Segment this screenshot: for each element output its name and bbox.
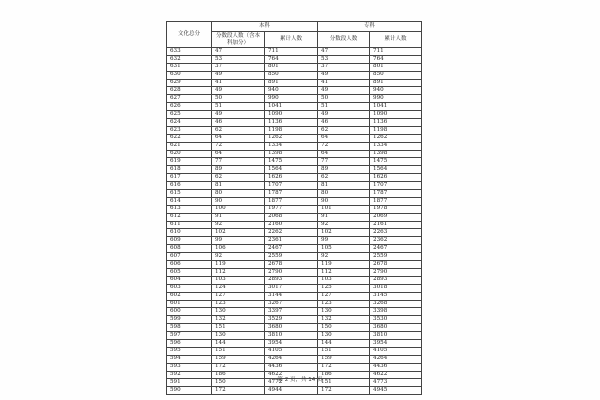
table-cell: 603 xyxy=(167,284,212,292)
table-row xyxy=(167,213,422,221)
table-cell: 124 xyxy=(212,284,265,292)
table-cell: 4622 xyxy=(370,371,422,379)
table-cell: 2467 xyxy=(370,245,422,253)
table-cell: 99 xyxy=(318,237,370,245)
table-cell: 90 xyxy=(318,197,370,205)
table-row xyxy=(167,158,422,166)
table-cell: 150 xyxy=(318,324,370,332)
table-cell: 609 xyxy=(167,237,212,245)
table-cell: 102 xyxy=(318,229,370,237)
table-cell: 1787 xyxy=(265,190,318,198)
table-cell: 159 xyxy=(212,355,265,363)
table-cell: 619 xyxy=(167,158,212,166)
table-cell: 599 xyxy=(167,316,212,324)
table-cell: 891 xyxy=(265,79,318,87)
table-cell: 622 xyxy=(167,134,212,142)
table-cell: 2262 xyxy=(265,229,318,237)
table-cell: 602 xyxy=(167,292,212,300)
table-cell: 92 xyxy=(212,221,265,229)
table-cell: 3144 xyxy=(265,292,318,300)
table-cell: 80 xyxy=(212,190,265,198)
table-cell: 621 xyxy=(167,142,212,150)
table-cell: 711 xyxy=(370,48,422,56)
table-cell: 80 xyxy=(318,190,370,198)
table-cell: 3810 xyxy=(370,332,422,340)
table-cell: 3530 xyxy=(370,316,422,324)
table-cell: 630 xyxy=(167,71,212,79)
table-cell: 2362 xyxy=(370,237,422,245)
table-cell: 37 xyxy=(212,63,265,71)
table-cell: 41 xyxy=(212,79,265,87)
header-zhuanke-count: 分数段人数 xyxy=(318,32,370,48)
table-cell: 72 xyxy=(212,142,265,150)
table-cell: 4105 xyxy=(265,347,318,355)
table-cell: 62 xyxy=(318,174,370,182)
table-row xyxy=(167,63,422,71)
table-row xyxy=(167,79,422,87)
table-cell: 112 xyxy=(318,268,370,276)
table-row xyxy=(167,197,422,205)
table-cell: 1136 xyxy=(370,119,422,127)
table-cell: 49 xyxy=(212,111,265,119)
table-row xyxy=(167,276,422,284)
table-cell: 64 xyxy=(318,134,370,142)
table-cell: 891 xyxy=(370,79,422,87)
table-cell: 102 xyxy=(212,229,265,237)
table-row xyxy=(167,245,422,253)
table-row xyxy=(167,332,422,340)
table-cell: 3017 xyxy=(265,284,318,292)
table-cell: 590 xyxy=(167,387,212,395)
table-cell: 132 xyxy=(212,316,265,324)
table-cell: 592 xyxy=(167,371,212,379)
table-cell: 627 xyxy=(167,95,212,103)
table-cell: 940 xyxy=(265,87,318,95)
table-cell: 601 xyxy=(167,300,212,308)
table-cell: 1787 xyxy=(370,190,422,198)
table-row xyxy=(167,221,422,229)
table-cell: 1707 xyxy=(370,182,422,190)
table-cell: 186 xyxy=(318,371,370,379)
table-row xyxy=(167,150,422,158)
table-cell: 144 xyxy=(318,339,370,347)
table-cell: 608 xyxy=(167,245,212,253)
table-cell: 81 xyxy=(318,182,370,190)
table-cell: 3268 xyxy=(370,300,422,308)
table-cell: 151 xyxy=(318,347,370,355)
table-cell: 1041 xyxy=(370,103,422,111)
header-group-zhuanke: 专科 xyxy=(318,22,422,32)
table-cell: 606 xyxy=(167,261,212,269)
table-cell: 53 xyxy=(212,55,265,63)
table-cell: 91 xyxy=(318,213,370,221)
table-cell: 990 xyxy=(265,95,318,103)
table-cell: 150 xyxy=(212,379,265,387)
table-cell: 127 xyxy=(318,292,370,300)
table-cell: 72 xyxy=(318,142,370,150)
table-cell: 127 xyxy=(212,292,265,300)
table-cell: 801 xyxy=(370,63,422,71)
table-row xyxy=(167,229,422,237)
table-cell: 49 xyxy=(318,111,370,119)
table-cell: 632 xyxy=(167,55,212,63)
table-cell: 626 xyxy=(167,103,212,111)
table-cell: 1626 xyxy=(265,174,318,182)
table-cell: 850 xyxy=(265,71,318,79)
table-cell: 130 xyxy=(318,308,370,316)
table-cell: 1877 xyxy=(370,197,422,205)
table-cell: 711 xyxy=(265,48,318,56)
table-cell: 1475 xyxy=(265,158,318,166)
table-cell: 50 xyxy=(212,95,265,103)
table-cell: 77 xyxy=(318,158,370,166)
table-cell: 81 xyxy=(212,182,265,190)
table-cell: 1398 xyxy=(370,150,422,158)
table-cell: 186 xyxy=(212,371,265,379)
table-row xyxy=(167,355,422,363)
table-cell: 614 xyxy=(167,197,212,205)
table-cell: 159 xyxy=(318,355,370,363)
table-cell: 2559 xyxy=(370,253,422,261)
table-cell: 1334 xyxy=(370,142,422,150)
table-row xyxy=(167,111,422,119)
table-cell: 92 xyxy=(212,253,265,261)
table-cell: 37 xyxy=(318,63,370,71)
table-cell: 625 xyxy=(167,111,212,119)
table-cell: 62 xyxy=(212,174,265,182)
table-row xyxy=(167,71,422,79)
table-row xyxy=(167,261,422,269)
table-cell: 4945 xyxy=(370,387,422,395)
table-cell: 595 xyxy=(167,347,212,355)
table-cell: 598 xyxy=(167,324,212,332)
table-cell: 1564 xyxy=(265,166,318,174)
table-cell: 2467 xyxy=(265,245,318,253)
table-cell: 801 xyxy=(265,63,318,71)
table-cell: 4264 xyxy=(370,355,422,363)
table-cell: 628 xyxy=(167,87,212,95)
table-cell: 130 xyxy=(318,332,370,340)
table-cell: 596 xyxy=(167,339,212,347)
table-row xyxy=(167,205,422,213)
table-cell: 172 xyxy=(212,363,265,371)
table-cell: 990 xyxy=(370,95,422,103)
table-cell: 106 xyxy=(212,245,265,253)
table-cell: 3680 xyxy=(370,324,422,332)
table-cell: 1198 xyxy=(370,126,422,134)
table-cell: 593 xyxy=(167,363,212,371)
table-cell: 4622 xyxy=(265,371,318,379)
table-cell: 46 xyxy=(212,119,265,127)
table-cell: 130 xyxy=(212,332,265,340)
table-cell: 611 xyxy=(167,221,212,229)
table-row xyxy=(167,48,422,56)
table-cell: 151 xyxy=(212,347,265,355)
table-cell: 1136 xyxy=(265,119,318,127)
table-cell: 2678 xyxy=(370,261,422,269)
table-cell: 172 xyxy=(318,363,370,371)
table-row xyxy=(167,253,422,261)
table-cell: 618 xyxy=(167,166,212,174)
table-row xyxy=(167,308,422,316)
table-cell: 144 xyxy=(212,339,265,347)
table-cell: 64 xyxy=(318,150,370,158)
table-cell: 1262 xyxy=(265,134,318,142)
table-cell: 612 xyxy=(167,213,212,221)
table-cell: 49 xyxy=(212,71,265,79)
table-cell: 594 xyxy=(167,355,212,363)
table-cell: 41 xyxy=(318,79,370,87)
table-cell: 850 xyxy=(370,71,422,79)
table-row xyxy=(167,142,422,150)
table-cell: 631 xyxy=(167,63,212,71)
table-cell: 4436 xyxy=(265,363,318,371)
table-row xyxy=(167,339,422,347)
table-cell: 2068 xyxy=(265,213,318,221)
table-cell: 1877 xyxy=(265,197,318,205)
table-cell: 92 xyxy=(318,221,370,229)
table-cell: 613 xyxy=(167,205,212,213)
table-cell: 3397 xyxy=(265,308,318,316)
table-cell: 49 xyxy=(318,87,370,95)
table-cell: 4944 xyxy=(265,387,318,395)
table-cell: 2790 xyxy=(370,268,422,276)
table-cell: 1090 xyxy=(265,111,318,119)
table-row xyxy=(167,268,422,276)
table-cell: 2069 xyxy=(370,213,422,221)
table-cell: 46 xyxy=(318,119,370,127)
table-cell: 633 xyxy=(167,48,212,56)
table-cell: 616 xyxy=(167,182,212,190)
table-cell: 1978 xyxy=(370,205,422,213)
table-cell: 2678 xyxy=(265,261,318,269)
table-row xyxy=(167,166,422,174)
header-benke-count: 分数段人数（含本科加分） xyxy=(212,32,265,48)
table-cell: 610 xyxy=(167,229,212,237)
table-cell: 89 xyxy=(212,166,265,174)
table-cell: 1564 xyxy=(370,166,422,174)
table-cell: 2893 xyxy=(265,276,318,284)
table-cell: 51 xyxy=(318,103,370,111)
table-cell: 92 xyxy=(318,253,370,261)
table-cell: 47 xyxy=(318,48,370,56)
table-cell: 3810 xyxy=(265,332,318,340)
table-cell: 172 xyxy=(212,387,265,395)
table-cell: 3398 xyxy=(370,308,422,316)
table-cell: 1475 xyxy=(370,158,422,166)
table-cell: 4772 xyxy=(265,379,318,387)
table-cell: 132 xyxy=(318,316,370,324)
table-row xyxy=(167,182,422,190)
table-row xyxy=(167,237,422,245)
table-cell: 51 xyxy=(212,103,265,111)
table-row xyxy=(167,95,422,103)
table-cell: 53 xyxy=(318,55,370,63)
table-cell: 597 xyxy=(167,332,212,340)
page-number: 第 2 页，共 14 页 xyxy=(277,377,323,383)
table-cell: 3267 xyxy=(265,300,318,308)
table-cell: 123 xyxy=(212,300,265,308)
table-cell: 130 xyxy=(212,308,265,316)
table-cell: 151 xyxy=(318,379,370,387)
table-cell: 2790 xyxy=(265,268,318,276)
table-cell: 3529 xyxy=(265,316,318,324)
table-row xyxy=(167,324,422,332)
table-row xyxy=(167,363,422,371)
table-cell: 103 xyxy=(318,276,370,284)
table-cell: 62 xyxy=(318,126,370,134)
table-cell: 2161 xyxy=(370,221,422,229)
table-cell: 91 xyxy=(212,213,265,221)
table-cell: 3145 xyxy=(370,292,422,300)
table-row xyxy=(167,87,422,95)
table-cell: 600 xyxy=(167,308,212,316)
table-row xyxy=(167,292,422,300)
table-cell: 99 xyxy=(212,237,265,245)
table-cell: 50 xyxy=(318,95,370,103)
table-cell: 940 xyxy=(370,87,422,95)
header-group-benke: 本科 xyxy=(212,22,318,32)
table-cell: 604 xyxy=(167,276,212,284)
table-cell: 1262 xyxy=(370,134,422,142)
table-cell: 3954 xyxy=(370,339,422,347)
table-cell: 123 xyxy=(318,300,370,308)
table-row xyxy=(167,387,422,395)
table-cell: 4436 xyxy=(370,363,422,371)
table-cell: 151 xyxy=(212,324,265,332)
table-cell: 77 xyxy=(212,158,265,166)
table-row xyxy=(167,119,422,127)
table-cell: 607 xyxy=(167,253,212,261)
table-cell: 103 xyxy=(212,276,265,284)
table-cell: 49 xyxy=(212,87,265,95)
table-cell: 4773 xyxy=(370,379,422,387)
table-cell: 623 xyxy=(167,126,212,134)
table-cell: 89 xyxy=(318,166,370,174)
table-cell: 64 xyxy=(212,150,265,158)
table-row xyxy=(167,347,422,355)
table-cell: 3018 xyxy=(370,284,422,292)
table-cell: 105 xyxy=(318,245,370,253)
table-cell: 90 xyxy=(212,197,265,205)
table-cell: 3680 xyxy=(265,324,318,332)
header-score: 文化总分 xyxy=(167,22,212,48)
table-row xyxy=(167,55,422,63)
table-cell: 119 xyxy=(318,261,370,269)
table-cell: 591 xyxy=(167,379,212,387)
table-cell: 2263 xyxy=(370,229,422,237)
table-cell: 101 xyxy=(318,205,370,213)
table-cell: 125 xyxy=(318,284,370,292)
table-cell: 100 xyxy=(212,205,265,213)
table-cell: 2361 xyxy=(265,237,318,245)
table-cell: 1198 xyxy=(265,126,318,134)
table-cell: 47 xyxy=(212,48,265,56)
table-cell: 49 xyxy=(318,71,370,79)
table-cell: 2559 xyxy=(265,253,318,261)
table-cell: 629 xyxy=(167,79,212,87)
table-cell: 2160 xyxy=(265,221,318,229)
table-cell: 62 xyxy=(212,126,265,134)
table-row xyxy=(167,134,422,142)
table-cell: 615 xyxy=(167,190,212,198)
table-row xyxy=(167,103,422,111)
table-cell: 1398 xyxy=(265,150,318,158)
table-cell: 2893 xyxy=(370,276,422,284)
table-cell: 3954 xyxy=(265,339,318,347)
table-cell: 1334 xyxy=(265,142,318,150)
table-cell: 1707 xyxy=(265,182,318,190)
table-cell: 4105 xyxy=(370,347,422,355)
table-cell: 4264 xyxy=(265,355,318,363)
table-row xyxy=(167,174,422,182)
table-row xyxy=(167,190,422,198)
table-cell: 112 xyxy=(212,268,265,276)
table-cell: 617 xyxy=(167,174,212,182)
table-body xyxy=(167,48,422,395)
table-cell: 119 xyxy=(212,261,265,269)
header-benke-cumulative: 累计人数 xyxy=(265,32,318,48)
table-cell: 1090 xyxy=(370,111,422,119)
table-cell: 1977 xyxy=(265,205,318,213)
table-cell: 764 xyxy=(370,55,422,63)
table-row xyxy=(167,284,422,292)
table-cell: 620 xyxy=(167,150,212,158)
table-row xyxy=(167,316,422,324)
table-row xyxy=(167,300,422,308)
table-cell: 605 xyxy=(167,268,212,276)
table-cell: 1041 xyxy=(265,103,318,111)
table-cell: 764 xyxy=(265,55,318,63)
score-distribution-table xyxy=(166,21,422,395)
table-cell: 172 xyxy=(318,387,370,395)
table-row xyxy=(167,126,422,134)
table-cell: 64 xyxy=(212,134,265,142)
table-cell: 1626 xyxy=(370,174,422,182)
table-cell: 624 xyxy=(167,119,212,127)
header-zhuanke-cumulative: 累计人数 xyxy=(370,32,422,48)
